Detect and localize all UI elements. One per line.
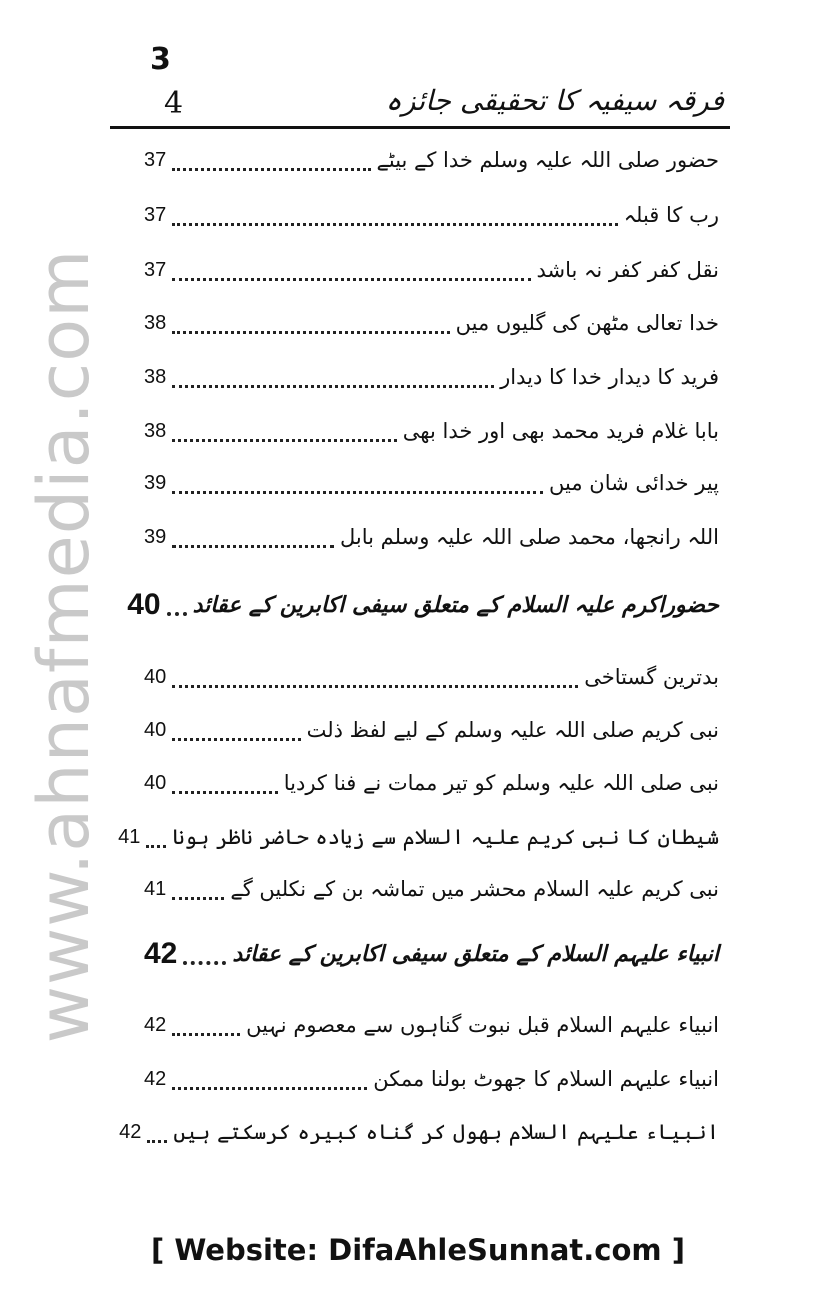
toc-leader-dots — [172, 791, 277, 794]
toc-entry[interactable] — [144, 463, 719, 503]
toc-leader-dots — [172, 685, 578, 688]
toc-leader-dots — [172, 491, 543, 494]
toc-entry-title: خدا تعالی مٹھن کی گلیوں میں — [455, 311, 719, 335]
toc-entry-title: بابا غلام فرید محمد بھی اور خدا بھی — [402, 419, 719, 443]
toc-entry[interactable] — [144, 195, 719, 235]
toc-entry-title: انبیاء علیہم السلام بھول کر گناہ کبیرہ کرسکتے ہیں — [173, 1120, 719, 1144]
toc-leader-dots — [183, 961, 226, 965]
toc-leader-dots — [172, 1033, 240, 1036]
toc-leader-dots — [172, 168, 370, 171]
website-watermark: www.ahnafmedia.com — [23, 248, 105, 1044]
toc-entry-page: 37 — [144, 204, 167, 226]
toc-entry[interactable] — [144, 411, 719, 451]
toc-entry[interactable] — [144, 869, 719, 909]
toc-entry-page: 41 — [144, 878, 167, 900]
toc-entry[interactable] — [144, 250, 719, 290]
toc-entry-page: 39 — [144, 472, 167, 494]
toc-entry[interactable] — [144, 517, 719, 557]
toc-section-title: انبیاء علیہم السلام کے متعلق سیفی اکابرین کے عقائد — [232, 941, 719, 967]
toc-section-page: 42 — [144, 937, 178, 970]
toc-entry-page: 40 — [144, 719, 167, 741]
toc-entry-page: 42 — [144, 1014, 167, 1036]
toc-leader-dots — [172, 545, 334, 548]
toc-entry[interactable] — [144, 763, 719, 803]
toc-entry[interactable] — [118, 817, 719, 857]
toc-section-heading[interactable] — [127, 585, 719, 625]
toc-entry-page: 41 — [118, 826, 141, 848]
toc-entry-title: نقل کفر کفر نہ باشد — [536, 258, 719, 282]
toc-leader-dots — [172, 439, 397, 442]
toc-entry[interactable] — [144, 1005, 719, 1045]
toc-entry-page: 40 — [144, 666, 167, 688]
toc-entry-title: پیر خدائی شان میں — [549, 471, 719, 495]
toc-entry-page: 39 — [144, 526, 167, 548]
toc-entry-title: اللہ رانجھا، محمد صلی اللہ علیہ وسلم بابل — [340, 525, 719, 549]
toc-entry-title: نبی صلی اللہ علیہ وسلم کو تیر ممات نے فنا کردیا — [283, 771, 719, 795]
toc-leader-dots — [172, 385, 494, 388]
toc-entry-title: انبیاء علیہم السلام قبل نبوت گناہوں سے معصوم نہیں — [246, 1013, 719, 1037]
page-number: 4 — [164, 86, 184, 121]
toc-entry-title: حضور صلی اللہ علیہ وسلم خدا کے بیٹے — [376, 148, 719, 172]
toc-entry[interactable] — [144, 710, 719, 750]
toc-entry[interactable] — [144, 140, 719, 180]
scan-page-number: 3 — [150, 42, 171, 77]
toc-leader-dots — [172, 897, 224, 900]
toc-entry-page: 40 — [144, 772, 167, 794]
toc-entry-page: 42 — [119, 1121, 142, 1143]
toc-leader-dots — [172, 1087, 367, 1090]
toc-leader-dots — [172, 278, 530, 281]
toc-entry-title: رب کا قبلہ — [623, 203, 719, 227]
toc-leader-dots — [172, 223, 617, 226]
toc-section-heading[interactable] — [144, 934, 719, 974]
toc-entry-title: نبی کریم علیہ السلام محشر میں تماشہ بن کے نکلیں گے — [230, 877, 719, 901]
toc-entry[interactable] — [144, 1059, 719, 1099]
toc-entry-page: 38 — [144, 312, 167, 334]
toc-entry[interactable] — [119, 1112, 719, 1152]
toc-entry-page: 42 — [144, 1068, 167, 1090]
book-title: فرقہ سیفیہ کا تحقیقی جائزہ — [385, 84, 724, 117]
toc-leader-dots — [167, 612, 187, 616]
toc-entry-title: انبیاء علیہم السلام کا جھوٹ بولنا ممکن — [373, 1067, 719, 1091]
toc-entry-page: 37 — [144, 149, 167, 171]
toc-leader-dots — [146, 845, 166, 848]
toc-leader-dots — [147, 1140, 167, 1143]
toc-entry-page: 38 — [144, 366, 167, 388]
toc-entry-title: بدترین گستاخی — [584, 665, 719, 689]
toc-section-title: حضوراکرم علیہ السلام کے متعلق سیفی اکابرین کے عقائد — [192, 592, 719, 618]
toc-entry-title: نبی کریم صلی اللہ علیہ وسلم کے لیے لفظ ذلت — [306, 718, 719, 742]
toc-entry-title: شیطان کا نبی کریم علیہ السلام سے زیادہ حاضر ناظر ہونا — [172, 825, 719, 849]
toc-section-page: 40 — [127, 588, 161, 621]
toc-entry[interactable] — [144, 303, 719, 343]
toc-entry-title: فرید کا دیدار خدا کا دیدار — [500, 365, 719, 389]
website-footer: [ Website: DifaAhleSunnat.com ] — [150, 1233, 685, 1267]
toc-entry[interactable] — [144, 657, 719, 697]
toc-leader-dots — [172, 331, 449, 334]
toc-entry-page: 37 — [144, 259, 167, 281]
toc-entry-page: 38 — [144, 420, 167, 442]
toc-entry[interactable] — [144, 357, 719, 397]
toc-leader-dots — [172, 738, 300, 741]
